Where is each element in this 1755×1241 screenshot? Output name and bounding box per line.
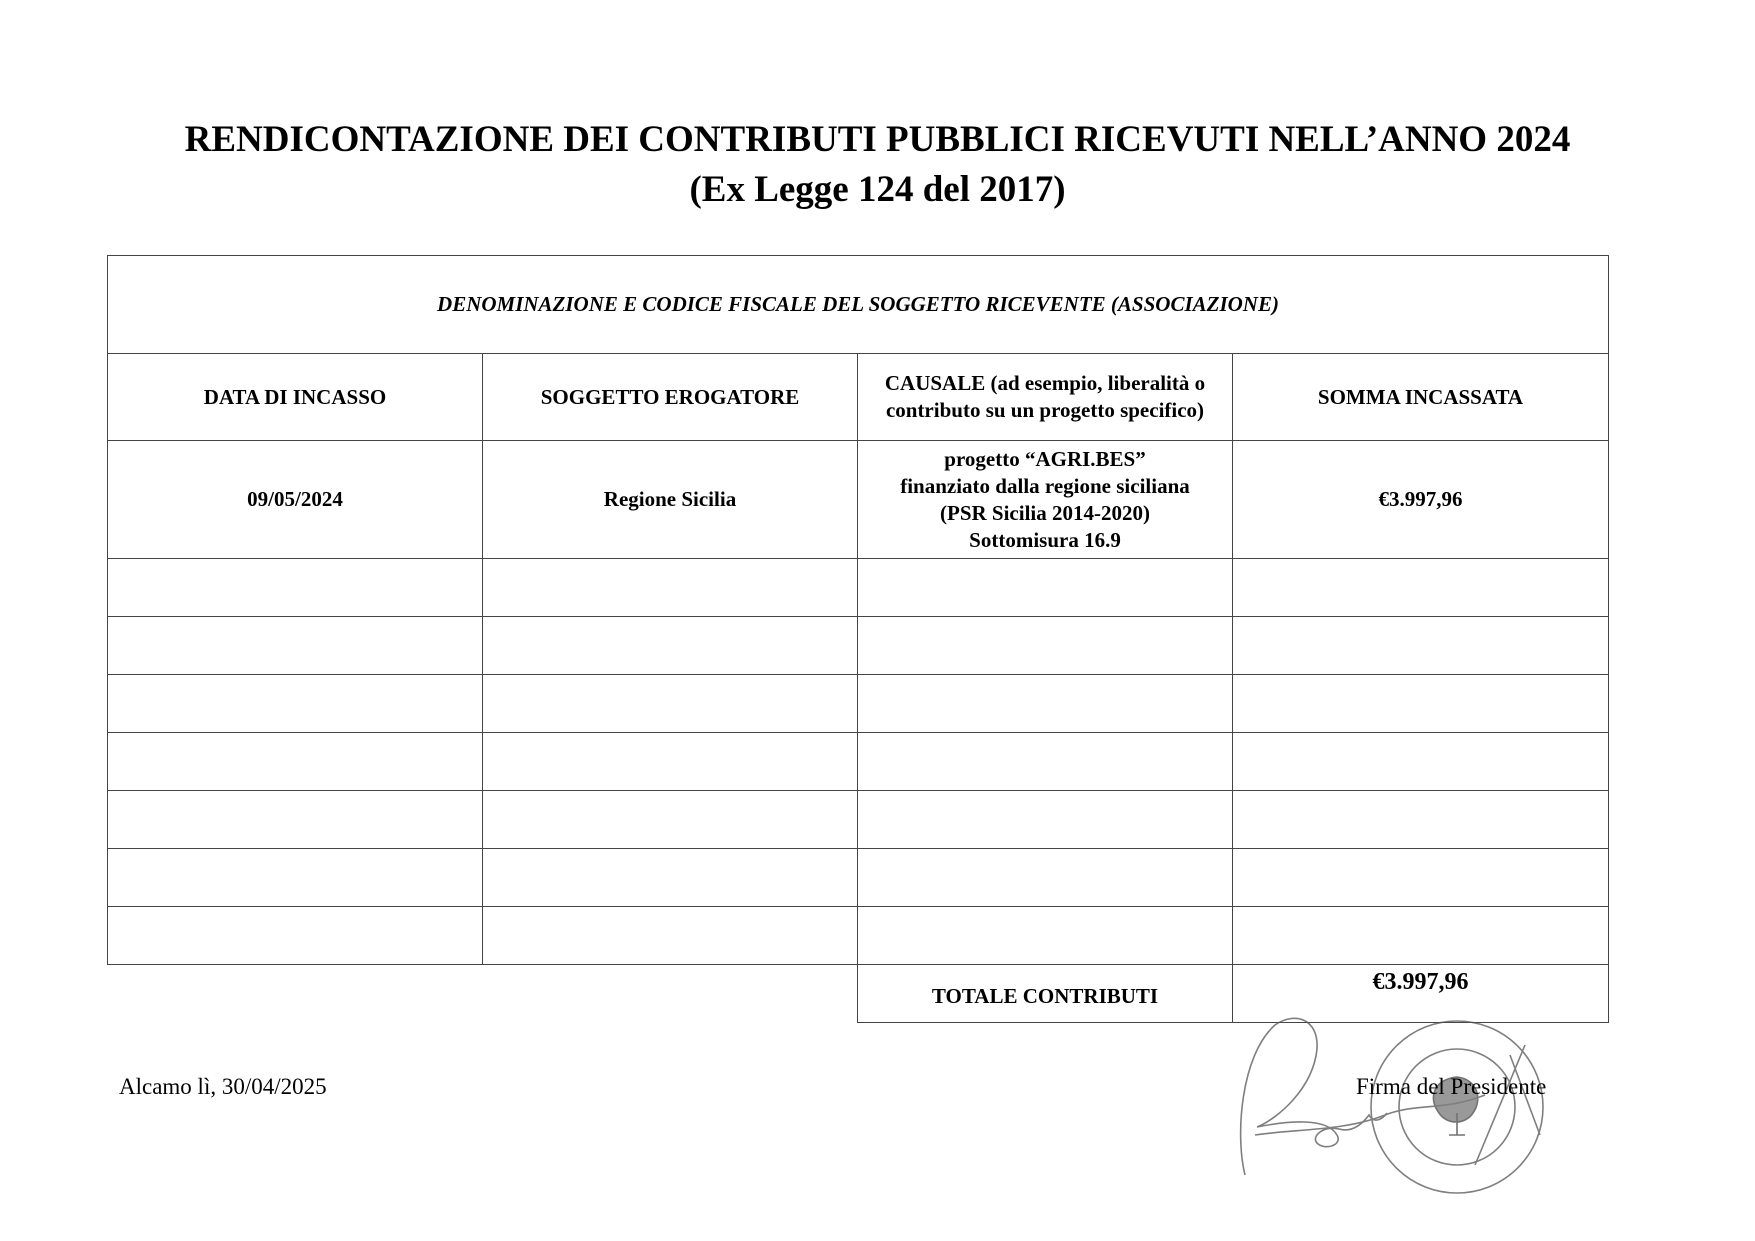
empty-row — [108, 791, 1609, 849]
total-amount: €3.997,96 — [1233, 965, 1609, 1023]
page-subtitle: (Ex Legge 124 del 2017) — [689, 169, 1066, 210]
total-row — [108, 965, 1609, 1023]
reason-line: Sottomisura 16.9 — [969, 527, 1121, 552]
cell-provider: Regione Sicilia — [483, 441, 858, 559]
cell-amount: €3.997,96 — [1233, 441, 1609, 559]
empty-row — [108, 849, 1609, 907]
cell-reason — [858, 441, 1233, 559]
table-row — [108, 441, 1609, 559]
table-header-recipient: DENOMINAZIONE E CODICE FISCALE DEL SOGGETTO RICEVENTE (ASSOCIAZIONE) — [108, 256, 1609, 354]
column-header-amount: SOMMA INCASSATA — [1233, 354, 1609, 441]
empty-row — [108, 675, 1609, 733]
reason-line: (PSR Sicilia 2014-2020) — [940, 500, 1150, 525]
column-header-date: DATA DI INCASSO — [108, 354, 483, 441]
empty-row — [108, 617, 1609, 675]
total-label: TOTALE CONTRIBUTI — [858, 965, 1233, 1023]
reason-line: finanziato dalla regione siciliana — [900, 473, 1190, 498]
column-header-reason: CAUSALE (ad esempio, liberalità o contributo su un progetto specifico) — [858, 354, 1233, 441]
contributions-table — [107, 255, 1609, 1023]
reason-line: progetto “AGRI.BES” — [944, 446, 1146, 471]
page-title: RENDICONTAZIONE DEI CONTRIBUTI PUBBLICI RICEVUTI NELL’ANNO 2024 — [184, 119, 1571, 160]
column-header-provider: SOGGETTO EROGATORE — [483, 354, 858, 441]
empty-row — [108, 559, 1609, 617]
signature-stamp — [1225, 1015, 1575, 1215]
empty-row — [108, 733, 1609, 791]
signature-label: Firma del Presidente — [1356, 1074, 1547, 1099]
place-date: Alcamo lì, 30/04/2025 — [119, 1074, 327, 1099]
empty-row — [108, 907, 1609, 965]
cell-date: 09/05/2024 — [108, 441, 483, 559]
